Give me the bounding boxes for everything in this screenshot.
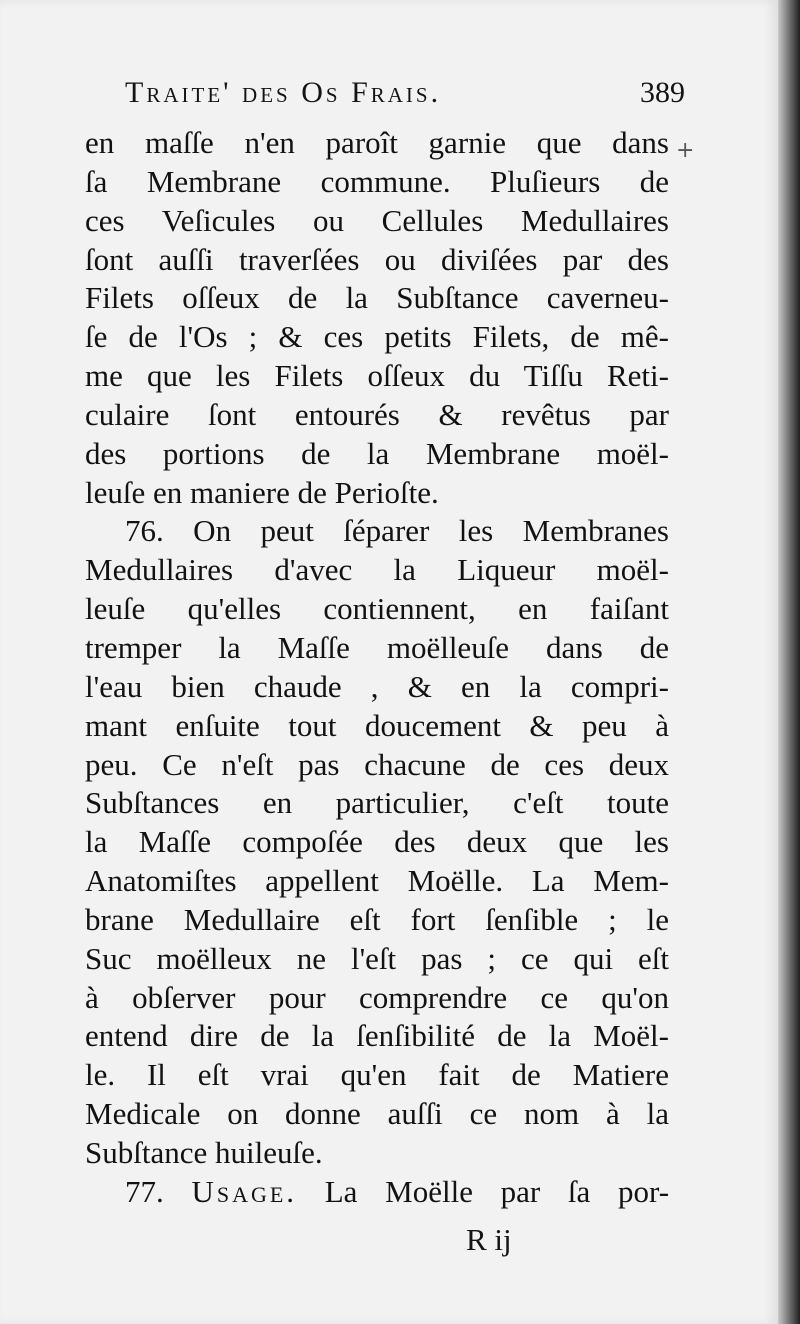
signature-mark: R ij: [466, 1222, 512, 1257]
text-line: ſe de l'Os ; & ces petits Filets, de mê-: [85, 319, 669, 355]
margin-annotation: +: [676, 138, 695, 163]
page-number: 389: [640, 76, 685, 109]
text-line: Subſtance huileuſe.: [85, 1134, 323, 1170]
text-line: Filets oſſeux de la Subſtance caverneu-: [85, 280, 669, 316]
paragraph-76-first-line: 76. On peut ſéparer les Membranes: [125, 513, 669, 549]
page-edge-shadow: [778, 0, 800, 1324]
page-header: [125, 76, 685, 122]
text-line: ſa Membrane commune. Pluſieurs de: [85, 163, 669, 199]
text-line: mant enſuite tout doucement & peu à: [85, 707, 669, 743]
text-line: ſont auſſi traverſées ou diviſées par des: [85, 241, 669, 277]
text-line: ces Veſicules ou Cellules Medullaires: [85, 202, 669, 238]
text-line: l'eau bien chaude , & en la compri-: [85, 668, 669, 704]
text-line: Medicale on donne auſſi ce nom à la: [85, 1096, 669, 1132]
text-line: Medullaires d'avec la Liqueur moël-: [85, 552, 669, 588]
text-line: me que les Filets oſſeux du Tiſſu Reti-: [85, 358, 669, 394]
text-line: peu. Ce n'eſt pas chacune de ces deux: [85, 746, 669, 782]
text-line: à obſerver pour comprendre ce qu'on: [85, 979, 669, 1015]
running-title: Traite' des Os Frais.: [125, 76, 442, 109]
text-line: leuſe qu'elles contiennent, en faiſant: [85, 591, 669, 627]
section-number: 77.: [125, 1173, 164, 1209]
text-line: en maſſe n'en paroît garnie que dans: [85, 125, 669, 160]
text-line: Anatomiſtes appellent Moëlle. La Mem-: [85, 863, 669, 899]
text-line: brane Medullaire eſt fort ſenſible ; le: [85, 901, 669, 937]
paragraph-77-first-line: [85, 1173, 669, 1212]
text-line: Suc moëlleux ne l'eſt pas ; ce qui eſt: [85, 940, 669, 976]
text-line: le. Il eſt vrai qu'en fait de Matiere: [85, 1057, 669, 1093]
text-line: Subſtances en particulier, c'eſt toute: [85, 785, 669, 821]
body-text: [85, 124, 669, 1212]
text-line: leuſe en maniere de Perioſte.: [85, 474, 439, 510]
text-line: des portions de la Membrane moël-: [85, 435, 669, 471]
text-line: entend dire de la ſenſibilité de la Moël-: [85, 1018, 669, 1054]
text-line: culaire ſont entourés & revêtus par: [85, 396, 669, 432]
paragraph-text: La Moëlle par ſa por-: [324, 1173, 670, 1209]
text-line: la Maſſe compoſée des deux que les: [85, 824, 669, 860]
usage-heading: Usage.: [191, 1173, 298, 1209]
text-line: tremper la Maſſe moëlleuſe dans de: [85, 629, 669, 665]
